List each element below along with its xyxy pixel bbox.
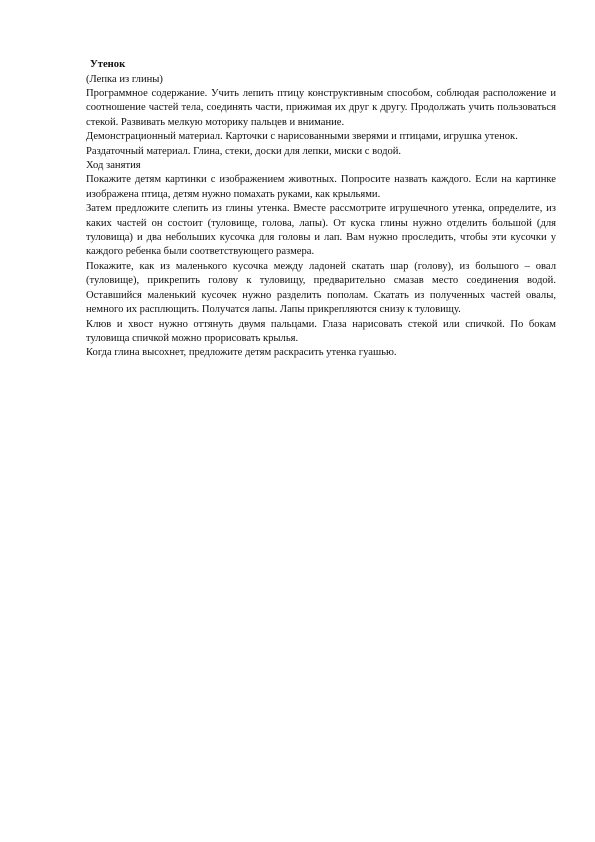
paragraph-program-content: Программное содержание. Учить лепить птицу конструктивным способом, соблюдая расположение и соотношение частей тела, соединять части, прижимая их друг к другу. Продолжать учить пользоваться стекой. Развивать мелкую моторику пальцев и внимание. [86, 88, 556, 128]
paragraph-show-pictures: Покажите детям картинки с изображением животных. Попросите назвать каждого. Если на картинке изображена птица, детям нужно помахать руками, как крыльями. [86, 174, 556, 200]
paragraph-beak-tail-eyes: Клюв и хвост нужно оттянуть двумя пальцами. Глаза нарисовать стекой или спичкой. По бокам туловища спичкой можно прорисовать крылья. [86, 318, 556, 344]
paragraph-examine-toy: Затем предложите слепить из глины утенка. Вместе рассмотрите игрушечного утенка, определите, из каких частей он состоит (туловище, голова, лапы). От куска глины нужно отделить большой (для туловища) и два небольших кусочка для головы и лап. Вам нужно проследить, чтобы эти кусочки у каждого ребенка были соответствующего размера. [86, 203, 556, 258]
paragraph-demo-material: Демонстрационный материал. Карточки с нарисованными зверями и птицами, игрушка утенок. [86, 131, 518, 143]
document-title: Утенок [90, 59, 126, 70]
paragraph-shape-parts: Покажите, как из маленького кусочка между ладоней скатать шар (голову), из большого – овал (туловище), прикрепить голову к туловищу, предварительно смазав место соединения водой. Оставшийся маленький кусочек нужно разделить пополам. Скатать из полученных частей овалы, немного их расплющить. Получатся лапы. Лапы прикрепляются снизу к туловищу. [86, 260, 556, 316]
paragraph-paint-duckling: Когда глина высохнет, предложите детям раскрасить утенка гуашью. [86, 347, 397, 359]
document-body [86, 58, 556, 361]
section-heading-lesson-flow: Ход занятия [86, 160, 141, 172]
document-subtitle: (Лепка из глины) [86, 73, 163, 85]
paragraph-handout-material: Раздаточный материал. Глина, стеки, доски для лепки, миски с водой. [86, 145, 402, 157]
